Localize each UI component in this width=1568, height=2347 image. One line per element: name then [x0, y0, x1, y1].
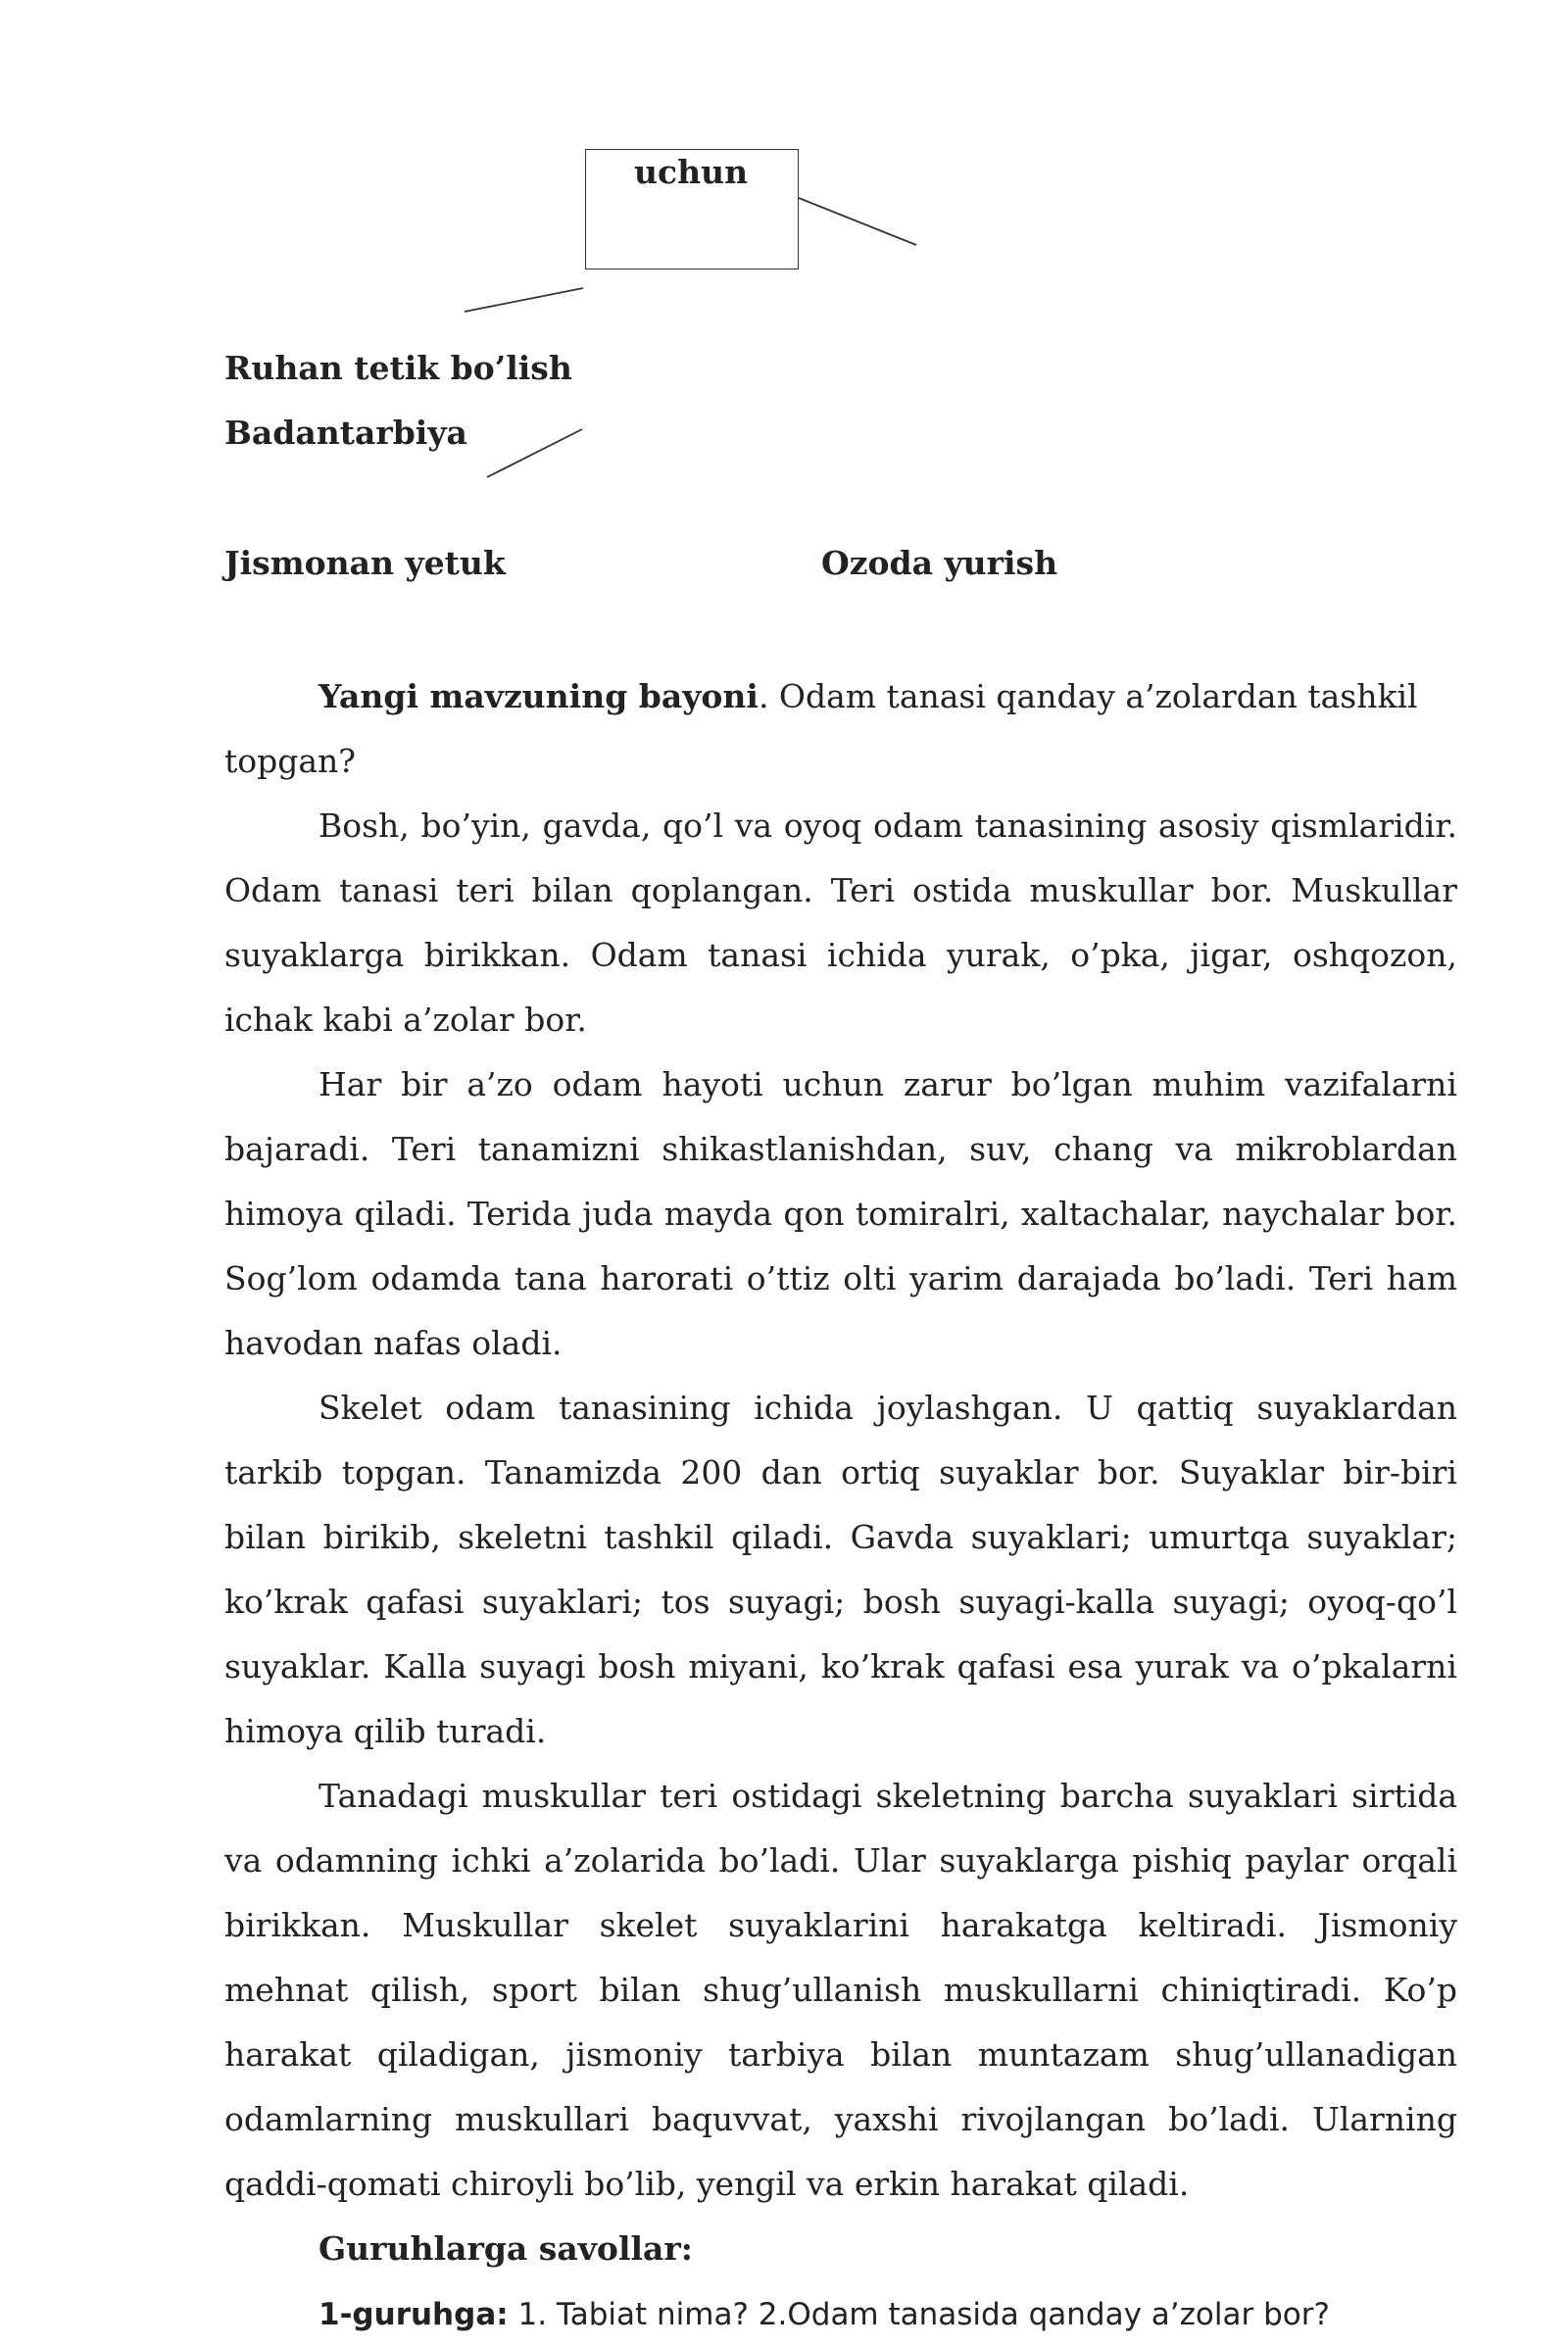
diagram-center-label: uchun — [634, 153, 749, 191]
diagram-node-ozoda: Ozoda yurish — [821, 544, 1058, 582]
paragraph-muscles: Tanadagi muskullar teri ostidagi skeletning barcha suyaklari sirtida va odamning ichki a’zolarida bo’ladi. Ular suyaklarga pishiq paylar orqali birikkan. Muskullar skelet suyaklarini harakatga keltiradi. Jismoniy mehnat qilish, sport bilan shug’ullanish muskullarni chiniqtiradi. Ko’p harakat qiladigan, jismoniy tarbiya bilan muntazam shug’ullanadigan odamlarning muskullari baquvvat, yaxshi rivojlangan bo’ladi. Ularning qaddi-qomati chiroyli bo’lib, yengil va erkin harakat qiladi. — [224, 1777, 1457, 2203]
diagram-node-badantarbiya: Badantarbiya — [224, 414, 467, 452]
diagram-node-jismonan: Jismonan yetuk — [224, 544, 506, 582]
document-body — [224, 664, 1457, 2347]
intro-bold-lead: Yangi mavzuning bayoni — [318, 677, 759, 715]
paragraph-organs: Har bir a’zo odam hayoti uchun zarur bo’lgan muhim vazifalarni bajaradi. Teri tanamizni shikastlanishdan, suv, chang va mikroblardan himoya qiladi. Terida juda mayda qon tomiralri, xaltachalar, naychalar bor. Sog’lom odamda tana harorati o’ttiz olti yarim darajada bo’ladi. Teri ham havodan nafas oladi. — [224, 1065, 1457, 1362]
group-1-text: 1. Tabiat nima? 2.Odam tanasida qanday a’zolar bor? — [508, 2297, 1330, 2332]
connector-line-lower-left — [487, 429, 582, 477]
paragraph-skeleton: Skelet odam tanasining ichida joylashgan. U qattiq suyaklardan tarkib topgan. Tanamizda 200 dan ortiq suyaklar bor. Suyaklar bir-biri bilan birikib, skeletni tashkil qiladi. Gavda suyaklari; umurtqa suyaklar; ko’krak qafasi suyaklari; tos suyagi; bosh suyagi-kalla suyagi; oyoq-qo’l suyaklar. Kalla suyagi bosh miyani, ko’krak qafasi esa yurak va o’pkalarni himoya qilib turadi. — [224, 1389, 1457, 1750]
diagram-node-ruhan: Ruhan tetik bo’lish — [224, 349, 572, 387]
paragraph-intro — [224, 664, 1457, 794]
paragraph-body-parts: Bosh, bo’yin, gavda, qo’l va oyoq odam tanasining asosiy qismlaridir. Odam tanasi teri bilan qoplangan. Teri ostida muskullar bor. Muskullar suyaklarga birikkan. Odam tanasi ichida yurak, o’pka, jigar, oshqozon, ichak kabi a’zolar bor. — [224, 807, 1457, 1039]
connector-line-right — [799, 198, 916, 245]
question-group-1 — [224, 2281, 1457, 2347]
connector-line-upper-left — [465, 288, 583, 312]
questions-heading: Guruhlarga savollar: — [318, 2229, 693, 2268]
intro-text: . Odam tanasi qanday a’zolardan tashkil topgan? — [224, 677, 1418, 780]
group-1-label: 1-guruhga: — [318, 2297, 509, 2332]
